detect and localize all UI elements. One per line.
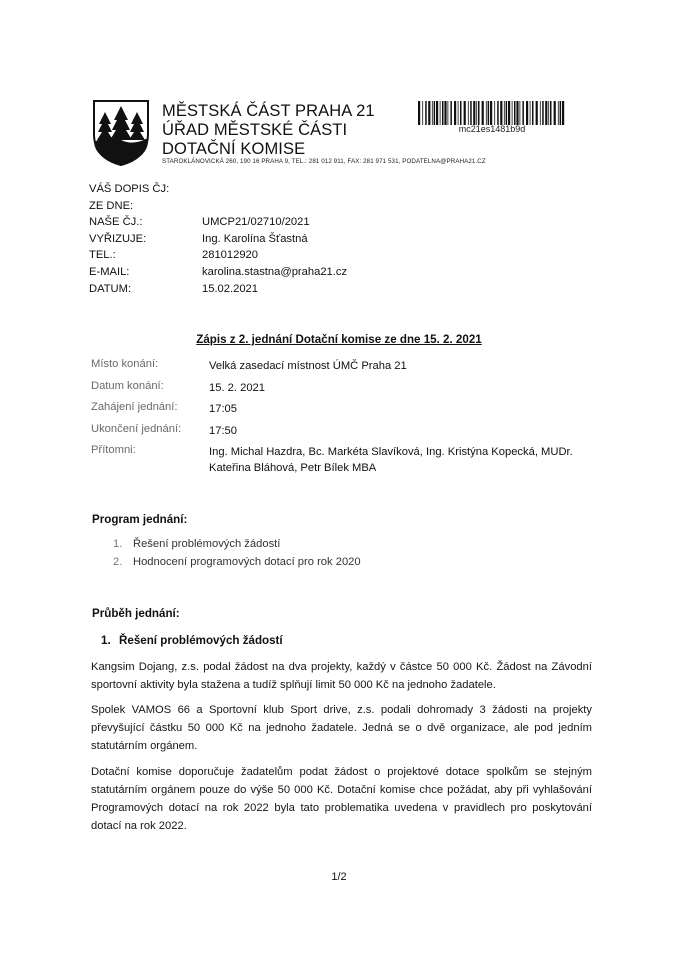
agenda-item-title: Řešení problémových žádostí xyxy=(119,634,283,647)
list-text: Hodnocení programových dotací pro rok 2020 xyxy=(133,555,361,568)
list-number: 2. xyxy=(113,555,123,568)
info-value: Velká zasedací místnost ÚMČ Praha 21 xyxy=(209,360,407,372)
header-department: DOTAČNÍ KOMISE xyxy=(162,140,306,158)
info-label: Místo konání: xyxy=(91,358,159,370)
header-institution: MĚSTSKÁ ČÁST PRAHA 21 xyxy=(162,102,375,120)
proceedings-heading: Průběh jednání: xyxy=(92,607,180,620)
list-number: 1. xyxy=(113,538,123,550)
list-text: Řešení problémových žádostí xyxy=(133,538,281,550)
meta-label: E-MAIL: xyxy=(89,265,130,278)
meta-label: VÁŠ DOPIS ČJ: xyxy=(89,183,170,195)
header-address: STAROKLÁNOVICKÁ 260, 190 16 PRAHA 9, TEL.: 281 012 911, FAX: 281 971 531, PODATELNA@PRAHA21.CZ xyxy=(162,158,486,165)
meta-value: karolina.stastna@praha21.cz xyxy=(202,265,348,278)
paragraph: Spolek VAMOS 66 a Sportovní klub Sport drive, z.s. podali dohromady 3 žádosti na projekty převyšující částku 50 000 Kč na jednoho žadatele. Jedná se o dvě organizace, ale pod jedním statutárním orgánem. xyxy=(91,704,592,752)
meta-value: 15.02.2021 xyxy=(202,282,258,295)
info-value: 15. 2. 2021 xyxy=(209,381,265,394)
paragraph: Dotační komise doporučuje žadatelům podat žádost o projektové dotace spolkům se stejným statutárním orgánem pouze do výše 50 000 Kč. Dotační komise chce požádat, aby při vyhlašování Programových dotací na rok 2022 byla tato problematika uvedena v pravidlech pro poskytování dotací na rok 2022. xyxy=(91,766,592,832)
meta-label: TEL.: xyxy=(89,249,116,262)
meta-label: NAŠE ČJ.: xyxy=(89,216,143,229)
coat-of-arms-logo xyxy=(91,98,151,168)
meta-label: VYŘIZUJE: xyxy=(89,232,147,245)
paragraph: Kangsim Dojang, z.s. podal žádost na dva projekty, každý v částce 50 000 Kč. Žádost na Závodní sportovní aktivity byla stažena a tudíž splňují limit 50 000 Kč na jednoho žadatele. xyxy=(91,661,592,691)
barcode xyxy=(418,101,566,125)
info-label: Ukončení jednání: xyxy=(91,422,182,435)
document-title: Zápis z 2. jednání Dotační komise ze dne 15. 2. 2021 xyxy=(196,333,482,346)
meta-label: DATUM: xyxy=(89,282,132,295)
header-office: ÚŘAD MĚSTSKÉ ČÁSTI xyxy=(162,121,348,139)
meta-value: UMCP21/02710/2021 xyxy=(202,216,310,229)
page-number: 1/2 xyxy=(331,871,347,883)
info-label: Přítomni: xyxy=(91,444,136,456)
barcode-code: mc21es1481b9d xyxy=(458,124,526,134)
meta-value: 281012920 xyxy=(202,249,258,262)
info-value: 17:05 xyxy=(209,403,237,415)
info-value: Ing. Michal Hazdra, Bc. Markéta Slavíková, Ing. Kristýna Kopecká, MUDr. Kateřina Bláhová, Petr Bílek MBA xyxy=(209,446,573,474)
meta-value: Ing. Karolína Šťastná xyxy=(202,232,308,245)
info-label: Zahájení jednání: xyxy=(91,401,178,413)
info-label: Datum konání: xyxy=(91,379,164,392)
program-heading: Program jednání: xyxy=(92,513,188,526)
agenda-item-number: 1. xyxy=(101,634,111,647)
meta-label: ZE DNE: xyxy=(89,199,134,212)
info-value: 17:50 xyxy=(209,424,237,437)
